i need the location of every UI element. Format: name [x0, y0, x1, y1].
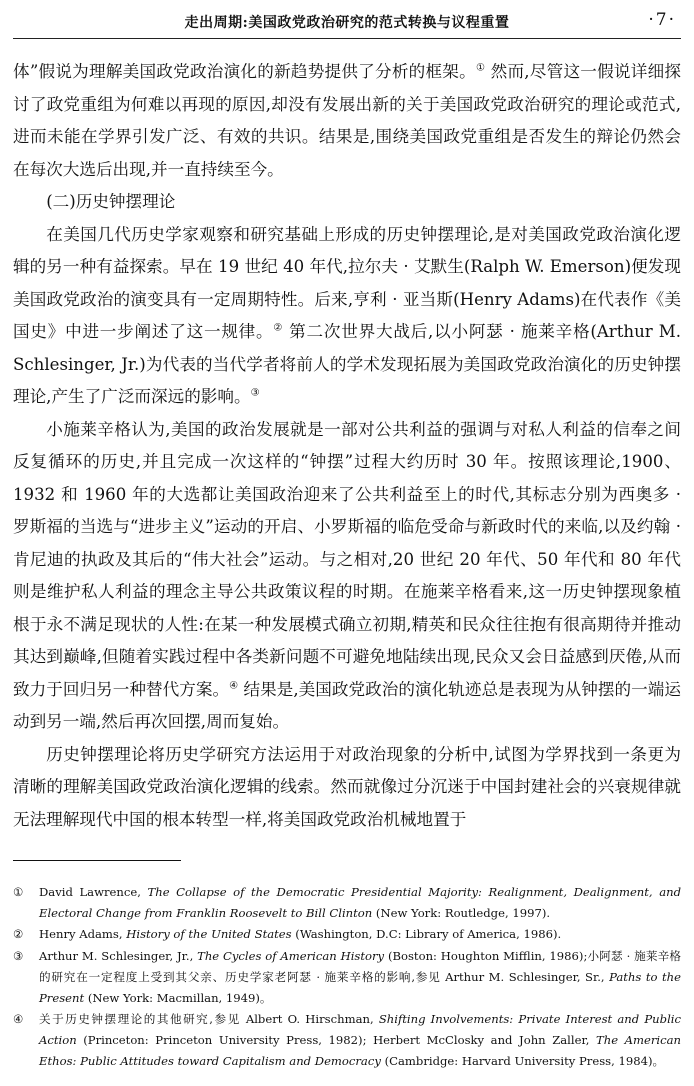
- footnote-3-pre: Arthur M. Schlesinger, Jr.,: [39, 949, 198, 964]
- footnote-ref-3[interactable]: ③: [250, 387, 260, 399]
- paragraph-2-continued: 第二次世界大战后,以小阿瑟 · 施莱辛格(Arthur M. Schlesinger, Jr.)为代表的当代学者将前人的学术发现拓展为美国政党政治演化的历史钟摆理论,产生了广泛而深远的影响。: [13, 322, 682, 406]
- footnote-4-text: [39, 1009, 681, 1071]
- footnotes: [13, 882, 681, 1072]
- footnote-3-post-2: (New York: Macmillan, 1949)。: [84, 990, 272, 1005]
- footnote-2-post: (Washington, D.C: Library of America, 1986).: [291, 927, 562, 942]
- footnote-4-mark: ④: [13, 1012, 24, 1027]
- paragraph-3-text: 小施莱辛格认为,美国的政治发展就是一部对公共利益的强调与对私人利益的信奉之间反复循环的历史,并且完成一次这样的“钟摆”过程大约历时 30 年。按照该理论,1900、1932 和 1960 年的大选都让美国政治迎来了公共利益至上的时代,其标志分别为西奥多 · 罗斯福的当选与“进步主义”运动的开启、小罗斯福的临危受命与新政时代的来临,以及约翰 · 肯尼迪的执政及其后的“伟大社会”运动。与之相对,20 世纪 20 年代、50 年代和 80 年代则是维护私人利益的理念主导公共政策议程的时期。在施莱辛格看来,这一历史钟摆现象植根于永不满足现状的人性:在某一种发展模式确立初期,精英和民众往往抱有很高期待并推动其达到巅峰,但随着实践过程中各类新问题不可避免地陆续出现,民众又会日益感到厌倦,从而致力于回归另一种替代方案。: [13, 419, 681, 699]
- footnote-divider: [13, 860, 181, 861]
- footnote-1: [13, 882, 681, 923]
- footnote-4-pre: 关于历史钟摆理论的其他研究,参见 Albert O. Hirschman,: [39, 1012, 379, 1027]
- paragraph-1-continued: 然而,尽管这一假说详细探讨了政党重组为何难以再现的原因,却没有发展出新的关于美国政党政治研究的理论或范式,进而未能在学界引发广泛、有效的共识。结果是,围绕美国政党重组是否发生的辩论仍然会在每次大选后出现,并一直持续至今。: [13, 62, 681, 179]
- footnote-2-pre: Henry Adams,: [39, 927, 127, 942]
- page-number: ·7·: [648, 10, 676, 30]
- footnote-1-book-title: The Collapse of the Democratic Presidential Majority: Realignment, Dealignment, and Electoral Change from Franklin Roosevelt to Bill Clinton: [39, 885, 681, 920]
- footnote-3-post: (Boston: Houghton Mifflin, 1986);小阿瑟 · 施莱辛格的研究在一定程度上受到其父亲、历史学家老阿瑟 · 施莱辛格的影响,参见 Arthur M. Schlesinger, Sr.,: [39, 949, 681, 984]
- body-text: [13, 56, 681, 836]
- footnote-2-mark: ②: [13, 927, 24, 942]
- footnote-ref-2[interactable]: ②: [273, 322, 284, 334]
- paragraph-2: [13, 219, 681, 414]
- footnote-4-post: (Princeton: Princeton University Press, 1982); Herbert McClosky and John Zaller,: [76, 1032, 596, 1047]
- paragraph-4: 历史钟摆理论将历史学研究方法运用于对政治现象的分析中,试图为学界找到一条更为清晰的理解美国政党政治演化逻辑的线索。然而就像过分沉迷于中国封建社会的兴衰规律就无法理解现代中国的根本转型一样,将美国政党政治机械地置于: [13, 744, 681, 829]
- paragraph-2-text: 在美国几代历史学家观察和研究基础上形成的历史钟摆理论,是对美国政党政治演化逻辑的另一种有益探索。早在 19 世纪 40 年代,拉尔夫 · 艾默生(Ralph W. Emerson)便发现美国政党政治的演变具有一定周期特性。后来,亨利 · 亚当斯(Henry Adams)在代表作《美国史》中进一步阐述了这一规律。: [13, 224, 681, 341]
- footnote-3: [13, 946, 681, 1008]
- footnote-3-mark: ③: [13, 949, 24, 964]
- footnote-ref-1[interactable]: ①: [475, 62, 486, 74]
- footnote-3-book-title: The Cycles of American History: [197, 949, 385, 964]
- footnote-3-book-title-2: Paths to the Present: [39, 969, 681, 1005]
- section-subheading: (二)历史钟摆理论: [46, 192, 176, 211]
- footnote-1-mark: ①: [13, 885, 24, 899]
- running-header-title: 走出周期:美国政党政治研究的范式转换与议程重置: [184, 15, 510, 31]
- footnote-4-book-title-2: The American Ethos: Public Attitudes toward Capitalism and Democracy: [39, 1032, 681, 1068]
- header-divider: [13, 38, 681, 39]
- footnote-3-text: [39, 946, 681, 1008]
- footnote-2-book-title: History of the United States: [126, 927, 292, 942]
- paragraph-3: [13, 414, 681, 739]
- paragraph-3-continued: 结果是,美国政党政治的演化轨迹总是表现为从钟摆的一端运动到另一端,然后再次回摆,周而复始。: [13, 679, 681, 731]
- footnote-1-text: [39, 882, 681, 923]
- footnote-ref-4[interactable]: ④: [229, 679, 239, 691]
- paragraph-1-text: 体”假说为理解美国政党政治演化的新趋势提供了分析的框架。: [13, 62, 476, 81]
- footnote-4-post-2: (Cambridge: Harvard University Press, 1984)。: [380, 1053, 665, 1068]
- footnote-4-book-title: Shifting Involvements: Private Interest and Public Action: [39, 1012, 681, 1047]
- footnote-2-text: [39, 924, 681, 945]
- footnote-1-pre: David Lawrence,: [39, 885, 148, 899]
- footnote-2: [13, 924, 681, 945]
- footnote-1-post: (New York: Routledge, 1997).: [372, 905, 551, 920]
- footnote-4: [13, 1009, 681, 1071]
- paragraph-1: [13, 56, 681, 186]
- running-header: [0, 10, 694, 36]
